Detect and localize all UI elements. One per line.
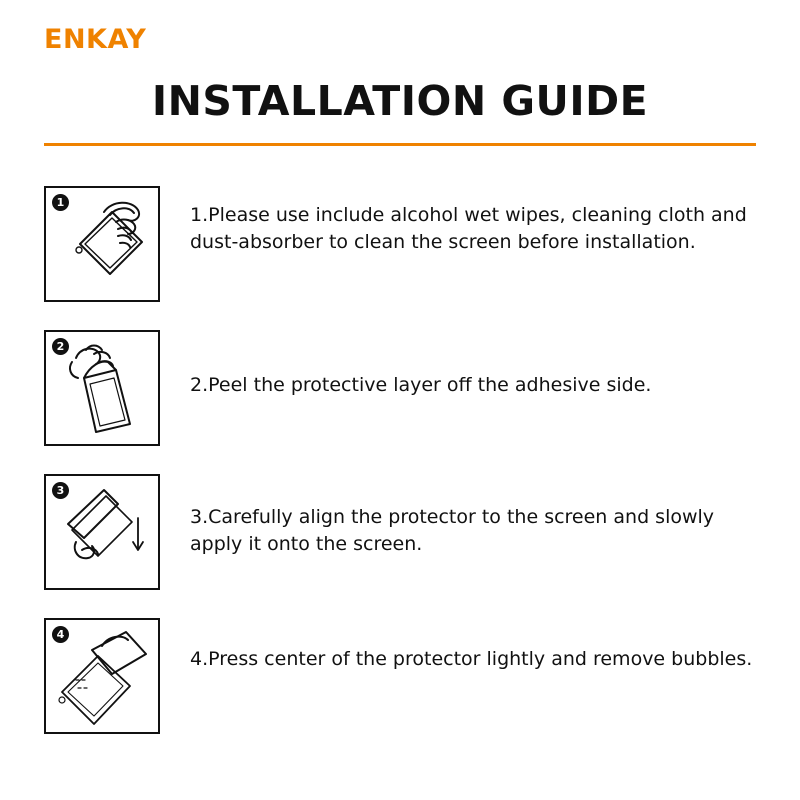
- step-illustration-2: [44, 330, 160, 446]
- step-badge: 1: [52, 194, 69, 211]
- step-description: Please use include alcohol wet wipes, cleaning cloth and dust-absorber to clean the screen before installation.: [190, 204, 747, 253]
- title-block: [44, 78, 756, 146]
- step-item: [44, 330, 756, 446]
- step-badge: 3: [52, 482, 69, 499]
- step-description: Carefully align the protector to the screen and slowly apply it onto the screen.: [190, 506, 715, 555]
- brand-logo: ENKAY: [44, 24, 147, 55]
- step-item: [44, 618, 756, 734]
- step-badge: 2: [52, 338, 69, 355]
- step-description: Peel the protective layer off the adhesive side.: [208, 374, 652, 396]
- step-badge: 4: [52, 626, 69, 643]
- step-illustration-3: [44, 474, 160, 590]
- step-item: [44, 186, 756, 302]
- step-illustration-1: [44, 186, 160, 302]
- step-text: [160, 474, 756, 558]
- step-item: [44, 474, 756, 590]
- step-number: 4.: [190, 648, 209, 670]
- step-illustration-4: [44, 618, 160, 734]
- step-number: 2.: [190, 374, 209, 396]
- step-number: 3.: [190, 506, 209, 528]
- step-description: Press center of the protector lightly and remove bubbles.: [208, 648, 753, 670]
- steps-list: [44, 186, 756, 758]
- step-text: [160, 618, 756, 673]
- step-text: [160, 330, 756, 399]
- step-number: 1.: [190, 204, 209, 226]
- step-text: [160, 186, 756, 256]
- title-divider: [44, 143, 756, 146]
- page-title: INSTALLATION GUIDE: [151, 77, 649, 125]
